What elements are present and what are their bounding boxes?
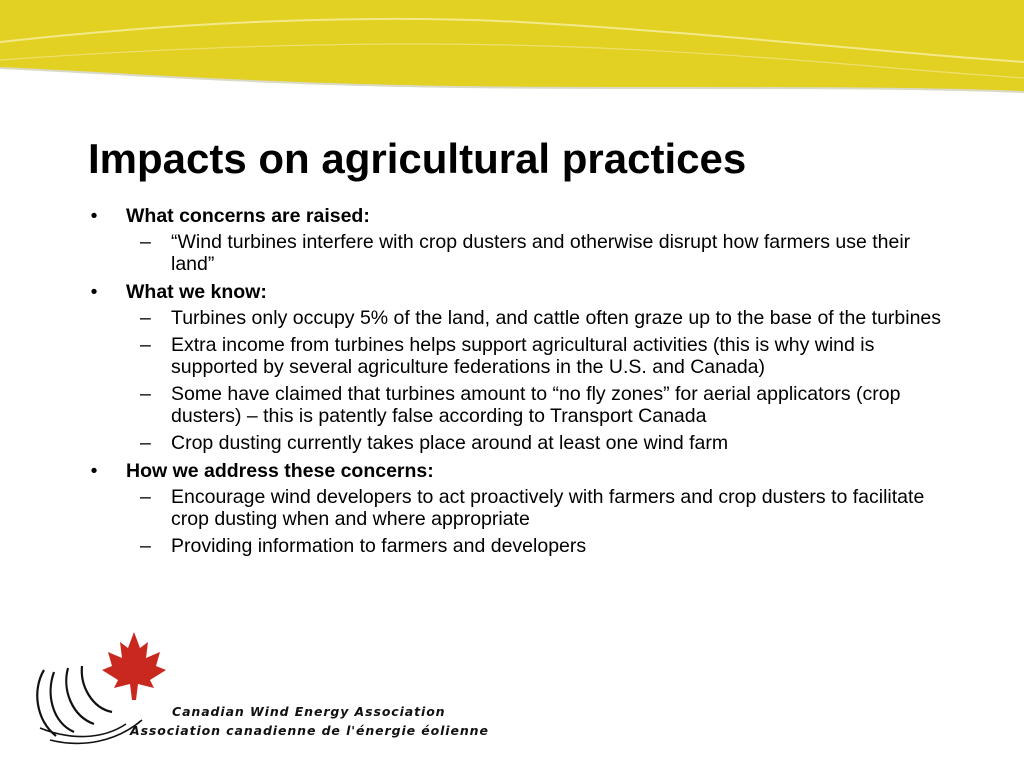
sub-bullet-item xyxy=(126,231,948,275)
sub-bullet-item xyxy=(126,432,948,454)
bullet-heading: How we address these concerns: xyxy=(126,460,434,482)
bullet-item xyxy=(88,205,948,275)
wind-swoosh-curve xyxy=(50,720,142,743)
dash-symbol: – xyxy=(140,334,151,356)
maple-leaf-shape xyxy=(102,632,166,700)
dash-symbol: – xyxy=(140,307,151,329)
sub-bullet-item xyxy=(126,535,948,557)
bullet-symbol: • xyxy=(90,205,98,227)
dash-symbol: – xyxy=(140,383,151,405)
cwea-logo xyxy=(30,628,489,748)
sub-bullet-text: Some have claimed that turbines amount to “no fly zones” for aerial applicators (crop dusters) – this is patently false according to Transport Canada xyxy=(171,383,901,427)
bullet-symbol: • xyxy=(90,460,98,482)
header-banner xyxy=(0,0,1024,110)
bullet-symbol: • xyxy=(90,281,98,303)
sub-bullet-text: Crop dusting currently takes place around at least one wind farm xyxy=(171,432,729,454)
slide-content xyxy=(88,205,948,557)
logo-text-english: Canadian Wind Energy Association xyxy=(172,704,446,719)
sub-bullet-list xyxy=(126,486,948,557)
sub-bullet-item xyxy=(126,334,948,378)
bullet-heading: What concerns are raised: xyxy=(126,205,370,227)
wind-swoosh-curve xyxy=(37,670,56,736)
sub-bullet-text: Encourage wind developers to act proactively with farmers and crop dusters to facilitate crop dusting when and where appropriate xyxy=(171,486,925,530)
slide-title: Impacts on agricultural practices xyxy=(88,135,747,182)
sub-bullet-text: “Wind turbines interfere with crop dusters and otherwise disrupt how farmers use their land” xyxy=(171,231,911,275)
sub-bullet-text: Extra income from turbines helps support agricultural activities (this is why wind is supported by several agriculture federations in the U.S. and Canada) xyxy=(171,334,875,378)
bullet-item xyxy=(88,281,948,454)
sub-bullet-text: Providing information to farmers and developers xyxy=(171,535,587,557)
logo-text-french: Association canadienne de l'énergie éolienne xyxy=(130,723,489,738)
sub-bullet-list xyxy=(126,231,948,275)
sub-bullet-item xyxy=(126,307,948,329)
dash-symbol: – xyxy=(140,486,151,508)
sub-bullet-list xyxy=(126,307,948,454)
bullet-item xyxy=(88,460,948,557)
banner-yellow-wave xyxy=(0,0,1024,92)
dash-symbol: – xyxy=(140,535,151,557)
bullet-heading: What we know: xyxy=(126,281,267,303)
sub-bullet-text: Turbines only occupy 5% of the land, and cattle often graze up to the base of the turbines xyxy=(171,307,942,329)
sub-bullet-item xyxy=(126,486,948,530)
dash-symbol: – xyxy=(140,432,151,454)
dash-symbol: – xyxy=(140,231,151,253)
sub-bullet-item xyxy=(126,383,948,427)
